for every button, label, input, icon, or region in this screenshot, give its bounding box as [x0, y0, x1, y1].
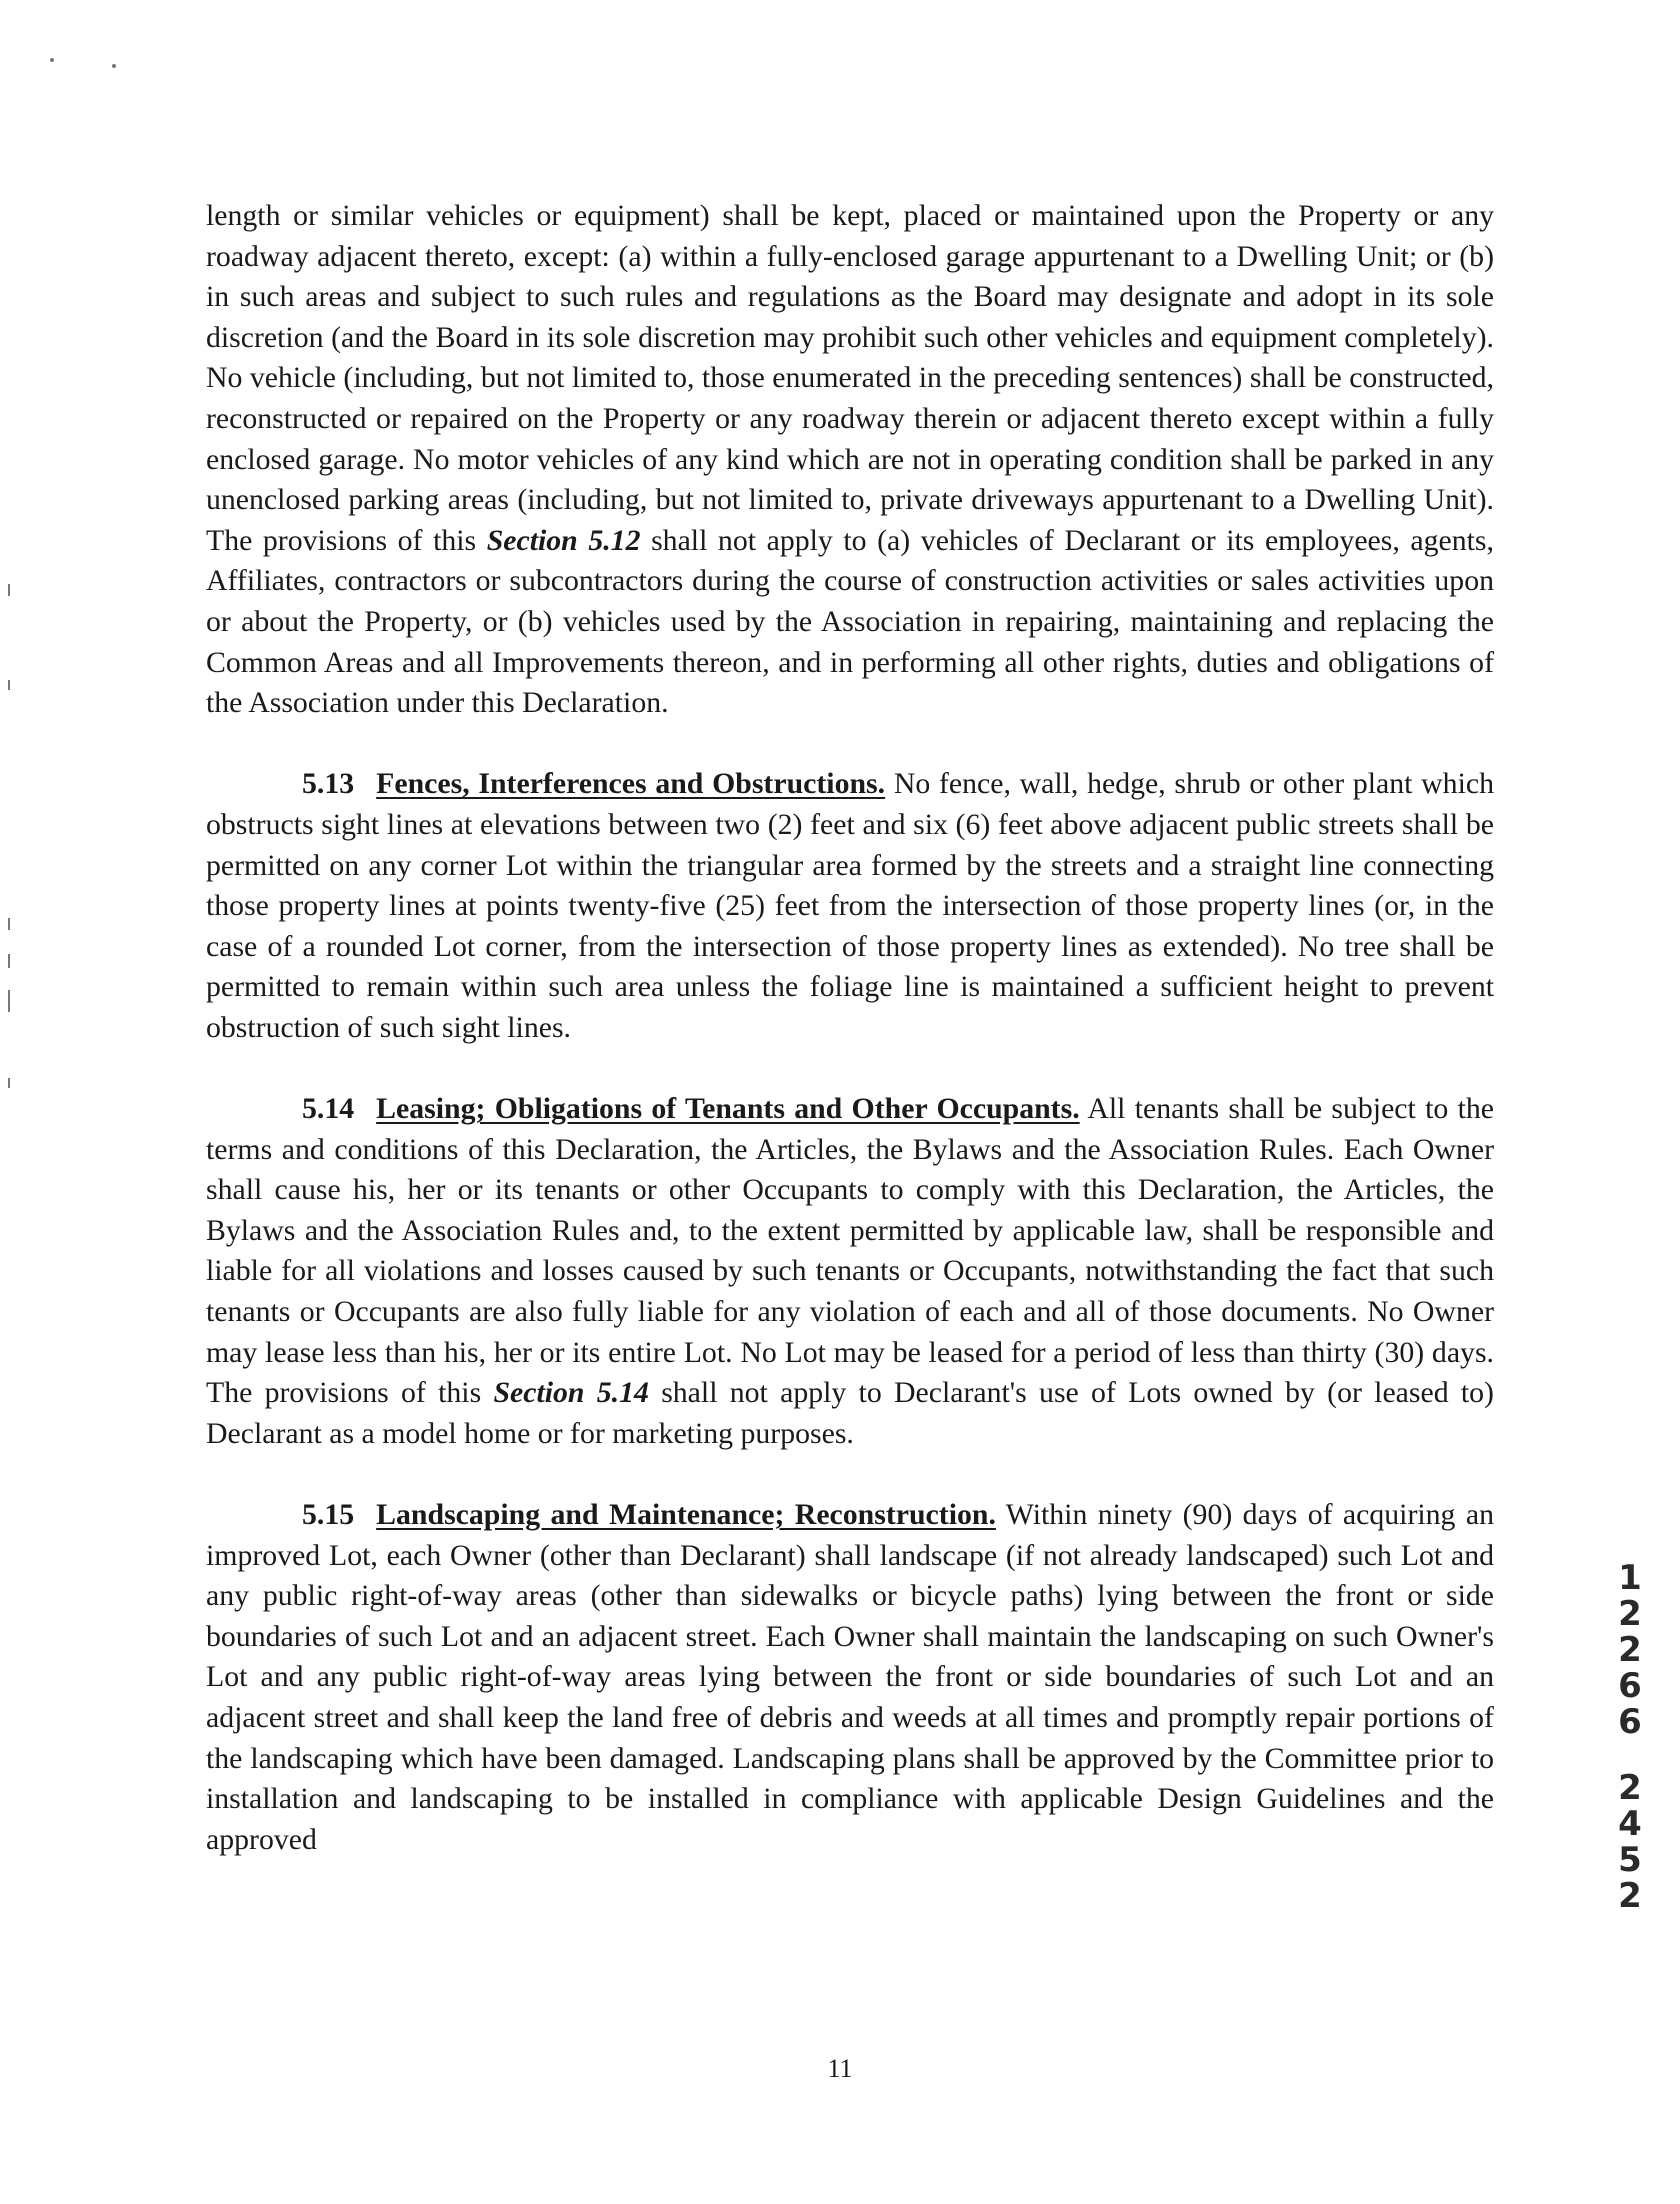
stamp-digit: 4 [1618, 1804, 1642, 1844]
document-body [206, 196, 1494, 1860]
stamp-digit: 6 [1618, 1666, 1642, 1706]
section-5-15 [206, 1495, 1494, 1860]
paragraph-text: shall not apply to (a) vehicles of Declarant or its employees, agents, Affiliates, contractors or subcontractors during the course of construction activities or sales activities upon or about the Property, or (b) vehicles used by the Association in repairing, maintaining and replacing the Common Areas and all Improvements thereon, and in performing all other rights, duties and obligations of the Association under this Declaration. [206, 523, 1494, 720]
section-5-14 [206, 1089, 1494, 1454]
scan-speck [112, 64, 116, 68]
stamp-digit: 5 [1618, 1840, 1642, 1880]
section-title: Landscaping and Maintenance; Reconstruction. [376, 1498, 996, 1531]
section-title: Leasing; Obligations of Tenants and Other Occupants. [376, 1092, 1080, 1126]
section-reference: Section 5.12 [486, 523, 641, 557]
scan-speck [50, 58, 54, 62]
stamp-digit: 2 [1618, 1630, 1642, 1670]
scan-speck [8, 954, 10, 968]
paragraph-text: shall not apply to Declarant's use of Lots owned by (or leased to) Declarant as a model home or for marketing purposes. [206, 1376, 1494, 1450]
section-number: 5.15 [302, 1498, 355, 1531]
paragraph-text: No fence, wall, hedge, shrub or other plant which obstructs sight lines at elevations between two (2) feet and six (6) feet above adjacent public streets shall be permitted on any corner Lot within the triangular area formed by the streets and a straight line connecting those property lines at points twenty-five (25) feet from the intersection of those property lines (or, in the case of a rounded Lot corner, from the intersection of those property lines as extended). No tree shall be permitted to remain within such area unless the foliage line is maintained a sufficient height to prevent obstruction of such sight lines. [206, 767, 1494, 1044]
section-number: 5.14 [302, 1092, 355, 1126]
section-title: Fences, Interferences and Obstructions. [376, 767, 886, 801]
stamp-digit: 2 [1618, 1768, 1642, 1808]
scan-speck [8, 1078, 10, 1088]
section-5-13 [206, 764, 1494, 1048]
paragraph-text: Within ninety (90) days of acquiring an improved Lot, each Owner (other than Declarant) shall landscape (if not already landscaped) such Lot and any public right-of-way areas (other than sidewalks or bicycle paths) lying between the front or side boundaries of such Lot and an adjacent street. Each Owner shall maintain the landscaping on such Owner's Lot and any public right-of-way areas lying between the front or side boundaries of such Lot and an adjacent street and shall keep the land free of debris and weeds at all times and promptly repair portions of the landscaping which have been damaged. Landscaping plans shall be approved by the Committee prior to installation and landscaping to be installed in compliance with applicable Design Guidelines and the approved [206, 1498, 1494, 1856]
section-number: 5.13 [302, 767, 355, 801]
scan-speck [8, 918, 10, 930]
paragraph-text: length or similar vehicles or equipment) shall be kept, placed or maintained upon the Property or any roadway adjacent thereto, except: (a) within a fully-enclosed garage appurtenant to a Dwelling Unit; or (b) in such areas and subject to such rules and regulations as the Board may designate and adopt in its sole discretion (and the Board in its sole discretion may prohibit such other vehicles and equipment completely). No vehicle (including, but not limited to, those enumerated in the preceding sentences) shall be constructed, reconstructed or repaired on the Property or any roadway therein or adjacent thereto except within a fully enclosed garage. No motor vehicles of any kind which are not in operating condition shall be parked in any unenclosed parking areas (including, but not limited to, private driveways appurtenant to a Dwelling Unit). The provisions of this [206, 199, 1494, 557]
stamp-digit: 6 [1618, 1702, 1642, 1742]
stamp-group [1612, 1560, 1648, 1740]
scan-speck [8, 584, 10, 596]
scan-speck [8, 680, 10, 690]
margin-document-number [1612, 1560, 1648, 1914]
stamp-digit: 2 [1618, 1594, 1642, 1634]
paragraph-text: All tenants shall be subject to the terms and conditions of this Declaration, the Articles, the Bylaws and the Association Rules. Each Owner shall cause his, her or its tenants or other Occupants to comply with this Declaration, the Articles, the Bylaws and the Association Rules and, to the extent permitted by applicable law, shall be responsible and liable for all violations and losses caused by such tenants or Occupants, notwithstanding the fact that such tenants or Occupants are also fully liable for any violation of each and all of those documents. No Owner may lease less than his, her or its entire Lot. No Lot may be leased for a period of less than thirty (30) days. The provisions of this [206, 1092, 1494, 1410]
section-reference: Section 5.14 [493, 1376, 649, 1410]
page-number: 11 [827, 2054, 853, 2083]
stamp-digit: 1 [1618, 1558, 1642, 1598]
stamp-digit: 2 [1618, 1876, 1642, 1916]
scan-speck [8, 990, 10, 1012]
stamp-group [1612, 1770, 1648, 1914]
paragraph-vehicles-continued [206, 196, 1494, 724]
